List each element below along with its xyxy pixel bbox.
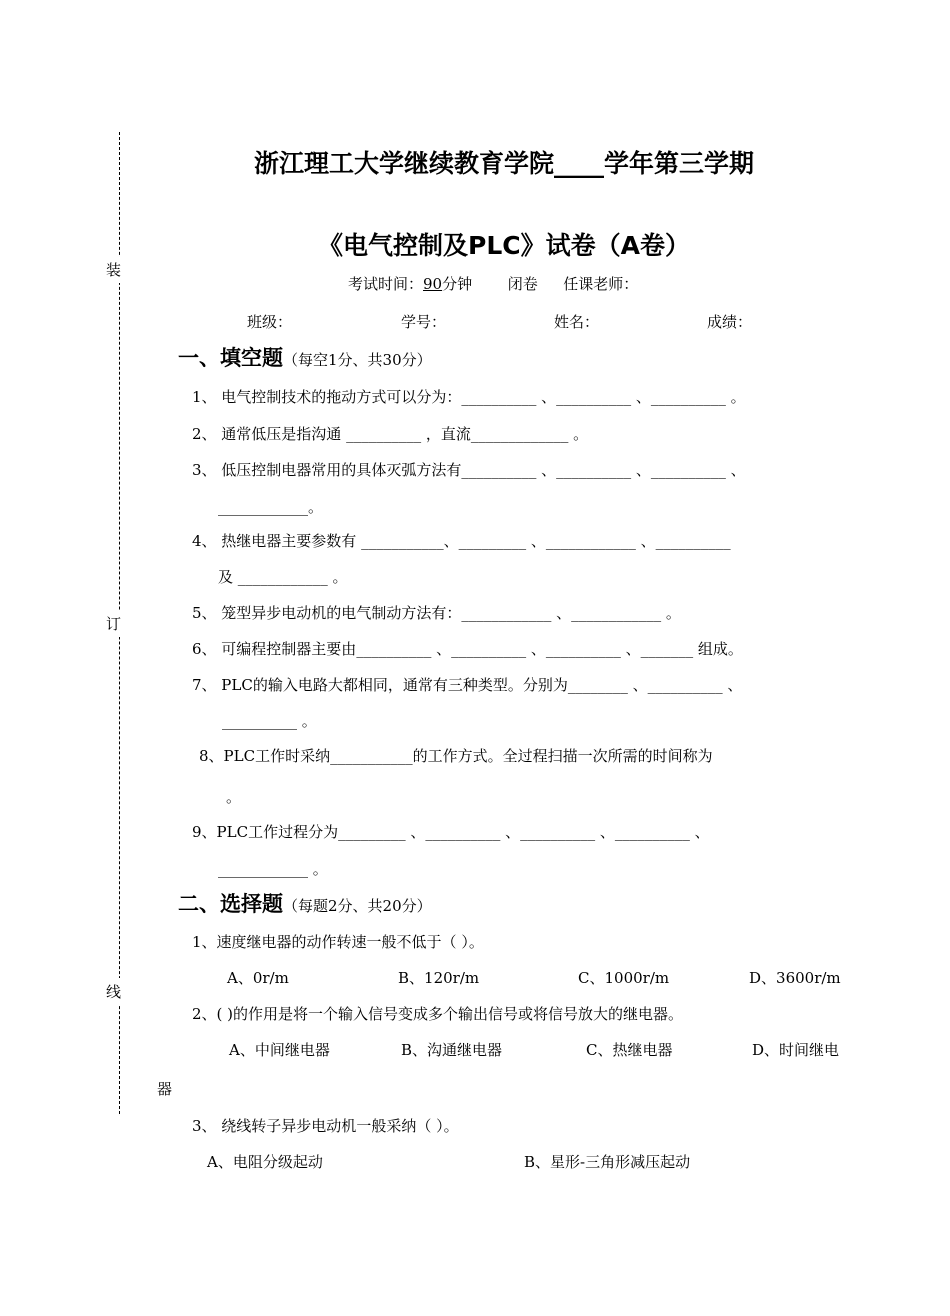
fill-q7: 7、 PLC的输入电路大都相同，通常有三种类型。分别为________ 、__________ 、 [192, 676, 743, 694]
section1-title: 一、填空题 [178, 346, 283, 370]
choice-q1-option-b: B、120r/m [398, 969, 480, 987]
info-field-name: 姓名： [554, 313, 600, 331]
choice-q2-option-a: A、中间继电器 [229, 1041, 330, 1059]
exam-title-line2: 《电气控制及PLC》试卷（A卷） [318, 231, 690, 260]
fill-q1: 1、 电气控制技术的拖动方式可以分为：__________ 、__________ 、__________ 。 [192, 388, 746, 406]
choice-q2-option-b: B、沟通继电器 [401, 1041, 503, 1059]
fill-q6: 6、 可编程控制器主要由__________ 、__________ 、__________ 、_______ 组成。 [192, 640, 743, 658]
choice-q1-stem: 1、速度继电器的动作转速一般不低于（ ）。 [192, 933, 484, 951]
choice-q1-option-d: D、3600r/m [749, 969, 841, 987]
binding-char-bottom: 线 [106, 978, 121, 1005]
fill-q2: 2、 通常低压是指沟通 __________ ，直流_____________ 。 [192, 425, 589, 443]
fill-q9: 9、PLC工作过程分为_________ 、__________ 、__________ 、__________ 、 [192, 823, 710, 841]
section2-title: 二、选择题 [178, 892, 283, 916]
fill-q9-cont: ____________ 。 [218, 860, 328, 878]
section2-heading [178, 888, 432, 918]
binding-char-middle: 订 [106, 610, 121, 637]
exam-time-unit: 分钟 [442, 275, 473, 293]
exam-time-label: 考试时间： [348, 275, 424, 293]
teacher-label: 任课老师： [563, 275, 639, 293]
choice-q1-option-c: C、1000r/m [578, 969, 670, 987]
choice-q3-option-a: A、电阻分级起动 [207, 1153, 323, 1171]
exam-time-value: 90 [423, 275, 443, 293]
fill-q7-cont: __________ 。 [222, 712, 317, 730]
choice-q2-option-c: C、热继电器 [586, 1041, 673, 1059]
section2-note: （每题2分、共20分） [283, 897, 432, 915]
choice-q2-option-d-wrap: 器 [157, 1080, 173, 1098]
fill-q8: 8、PLC工作时采纳___________的工作方式。全过程扫描一次所需的时间称为 [199, 747, 713, 765]
fill-q4-cont: 及 ____________ 。 [218, 568, 348, 586]
section1-heading [178, 342, 432, 372]
fill-q3: 3、 低压控制电器常用的具体灭弧方法有__________ 、__________ 、__________ 、 [192, 461, 746, 479]
exam-title-line1: 浙江理工大学继续教育学院____学年第三学期 [253, 149, 754, 178]
choice-q3-option-b: B、星形-三角形减压起动 [524, 1153, 691, 1171]
closed-book-label: 闭卷 [507, 275, 538, 293]
fill-q4: 4、 热继电器主要参数有 ___________、_________ 、____________ 、__________ [192, 532, 731, 550]
info-field-score: 成绩： [707, 313, 753, 331]
choice-q2-stem: 2、( )的作用是将一个输入信号变成多个输出信号或将信号放大的继电器。 [192, 1005, 684, 1023]
fill-q5: 5、 笼型异步电动机的电气制动方法有：____________ 、____________ 。 [192, 604, 681, 622]
section1-note: （每空1分、共30分） [283, 351, 432, 369]
info-field-student-id: 学号： [401, 313, 447, 331]
fill-q3-cont: ____________。 [218, 498, 324, 516]
binding-char-top: 装 [106, 256, 121, 283]
exam-meta [348, 273, 638, 294]
info-field-class: 班级： [247, 313, 293, 331]
fill-q8-cont: 。 [226, 788, 242, 806]
choice-q1-option-a: A、0r/m [227, 969, 289, 987]
choice-q3-stem: 3、 绕线转子异步电动机一般采纳（ ）。 [192, 1117, 459, 1135]
choice-q2-option-d: D、时间继电 [752, 1041, 840, 1059]
